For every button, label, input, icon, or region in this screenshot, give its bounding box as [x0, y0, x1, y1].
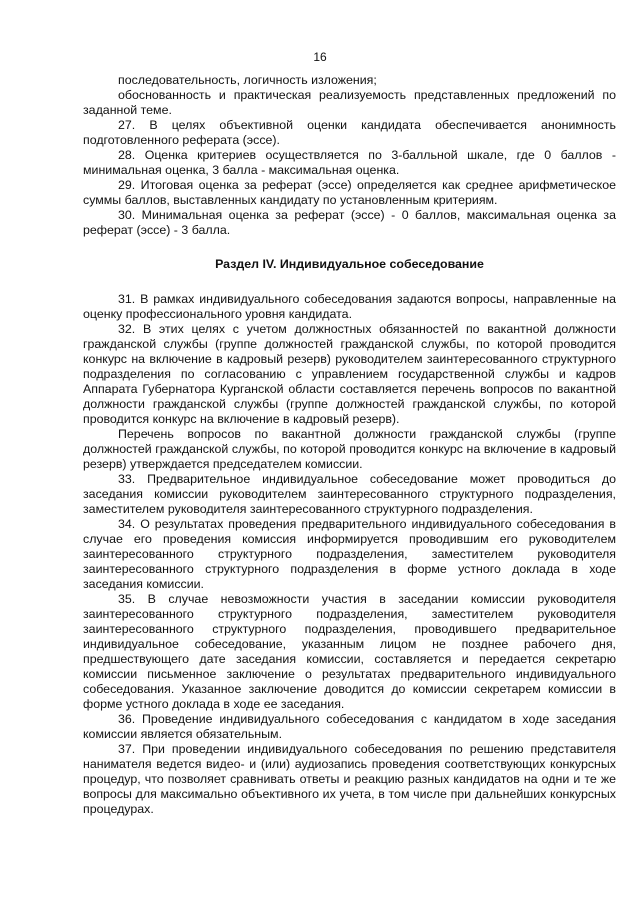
paragraph: 29. Итоговая оценка за реферат (эссе) определяется как среднее арифметическое суммы баллов, выставленных кандидату по установленным критериям.: [83, 178, 616, 207]
paragraph: 32. В этих целях с учетом должностных обязанностей по вакантной должности гражданской службы (группе должностей гражданской службы, по которой проводится конкурс на включение в кадровый резерв) руководителем заинтересованного структурного подразделения по согласованию с управлением государственной службы и кадров Аппарата Губернатора Курганской области составляется перечень вопросов по вакантной должности гражданской службы (группе должностей гражданской службы, по которой проводится конкурс на включение в кадровый резерв).: [83, 322, 616, 426]
paragraph: 36. Проведение индивидуального собеседования с кандидатом в ходе заседания комиссии является обязательным.: [83, 712, 616, 741]
paragraph: 28. Оценка критериев осуществляется по 3-балльной шкале, где 0 баллов - минимальная оценка, 3 балла - максимальная оценка.: [83, 148, 616, 177]
paragraph: 37. При проведении индивидуального собеседования по решению представителя нанимателя ведется видео- и (или) аудиозапись проведения соответствующих конкурсных процедур, что позволяет сравнивать ответы и реакцию разных кандидатов на одни и те же вопросы для максимально объективного их учета, в том числе при дальнейших конкурсных процедурах.: [83, 742, 616, 816]
paragraph: 31. В рамках индивидуального собеседования задаются вопросы, направленные на оценку профессионального уровня кандидата.: [83, 292, 616, 321]
page-number: 16: [313, 50, 327, 64]
paragraph: Перечень вопросов по вакантной должности гражданской службы (группе должностей гражданской службы, по которой проводится конкурс на включение в кадровый резерв) утверждается председателем комиссии.: [83, 427, 616, 471]
paragraph: 35. В случае невозможности участия в заседании комиссии руководителя заинтересованного структурного подразделения, заместителем руководителя заинтересованного структурного подразделения, проводившего предварительное индивидуальное собеседование, указанным лицом не позднее рабочего дня, предшествующего дате заседания комиссии, составляется и передается секретарю комиссии письменное заключение о результатах предварительного индивидуального собеседования. Указанное заключение доводится до комиссии секретарем комиссии в форме устного доклада в ходе ее заседания.: [83, 592, 616, 711]
paragraph: 33. Предварительное индивидуальное собеседование может проводиться до заседания комиссии руководителем заинтересованного структурного подразделения, заместителем руководителя заинтересованного структурного подразделения.: [83, 472, 616, 516]
paragraph: 27. В целях объективной оценки кандидата обеспечивается анонимность подготовленного реферата (эссе).: [83, 118, 616, 147]
section-heading: Раздел IV. Индивидуальное собеседование: [215, 257, 484, 271]
paragraph: последовательность, логичность изложения;: [118, 73, 377, 87]
paragraph: 34. О результатах проведения предварительного индивидуального собеседования в случае его проведения комиссия информируется проводившим его руководителем заинтересованного структурного подразделения, заместителем руководителя заинтересованного структурного подразделения в форме устного доклада в ходе заседания комиссии.: [83, 517, 616, 591]
paragraph: обоснованность и практическая реализуемость представленных предложений по заданной теме.: [83, 88, 616, 117]
paragraph: 30. Минимальная оценка за реферат (эссе) - 0 баллов, максимальная оценка за реферат (эссе) - 3 балла.: [83, 208, 616, 237]
document-body: [83, 73, 616, 817]
